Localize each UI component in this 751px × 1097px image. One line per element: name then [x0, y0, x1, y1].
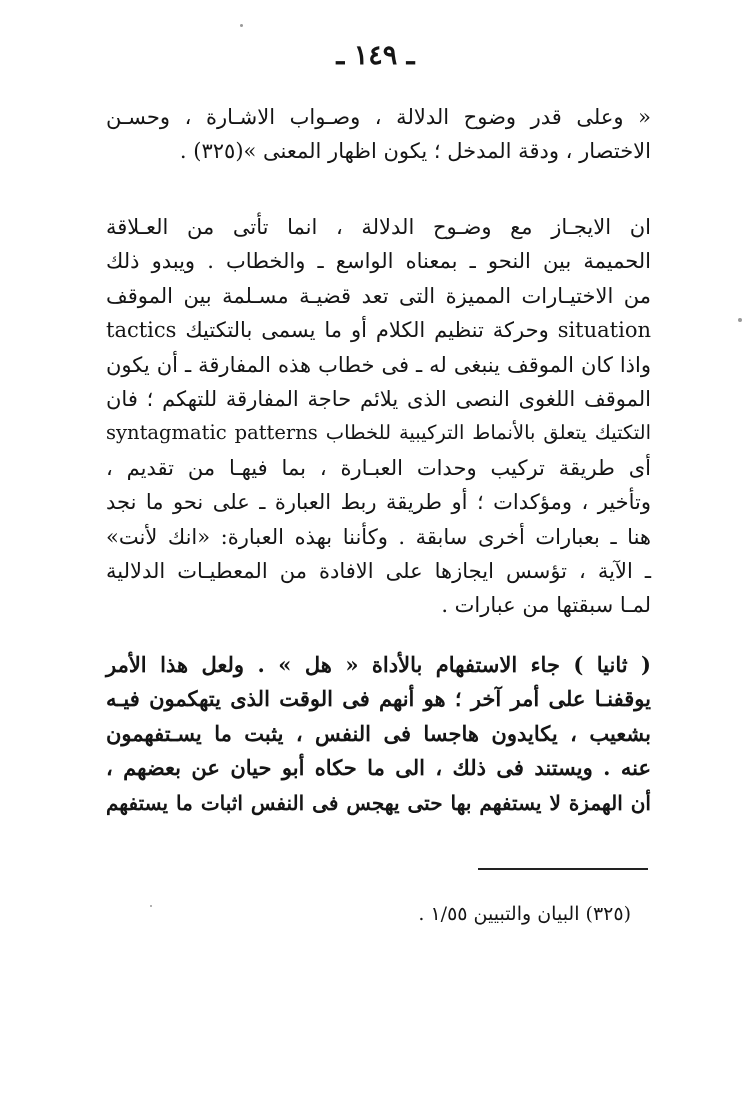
- text-line: « وعلى قدر وضوح الدلالة ، وصـواب الاشـارة ، وحسـن: [106, 105, 651, 129]
- text-line: الحميمة بين النحو ـ بمعناه الواسع ـ والخطاب . ويبدو ذلك: [106, 249, 651, 274]
- text-line: من الاختيـارات المميزة التى تعد قضيـة مسـلمة بين الموقف: [106, 283, 651, 308]
- text-line: لمـا سبقتها من عبارات .: [441, 593, 651, 618]
- scan-speck: [738, 318, 742, 322]
- text-line: ـ الآية ، تؤسس ايجازها على الافادة من المعطيـات الدلالية: [106, 559, 651, 584]
- paragraph-body: [106, 210, 651, 623]
- text-line: situation وحركة تنظيم الكلام أو ما يسمى بالتكتيك tactics: [106, 318, 651, 343]
- text-line: هنا ـ بعبارات أخرى سابقة . وكأننا بهذه العبارة: «انك لأنت»: [106, 524, 651, 549]
- page-number: ـ ١٤٩ ـ: [336, 40, 415, 71]
- text-line: التكتيك يتعلق بالأنماط التركيبية للخطاب syntagmatic patterns: [106, 421, 652, 445]
- footnote: (٣٢٥) البيان والتبيين ١/٥٥ .: [418, 903, 631, 925]
- text-line: ( ثانيا ) جاء الاستفهام بالأداة « هل » . ولعل هذا الأمر: [106, 652, 651, 677]
- text-line: بشعيب ، يكايدون هاجسا فى النفس ، يثبت ما يسـتفهمون: [106, 720, 651, 746]
- text-line: أن الهمزة لا يستفهم بها حتى يهجس فى النفس اثبات ما يستفهم: [106, 790, 651, 815]
- text-line: وتأخير ، ومؤكدات ؛ أو طريقة ربط العبارة ـ على نحو ما نجد: [106, 490, 651, 515]
- text-line: الموقف اللغوى النصى الذى يلائم حاجة المفارقة للتهكم ؛ فان: [106, 387, 651, 412]
- text-line: ان الايجـاز مع وضـوح الدلالة ، انما تأتى من العـلاقة: [106, 215, 651, 239]
- text-line: الاختصار ، ودقة المدخل ؛ يكون اظهار المعنى »(٣٢٥) .: [179, 139, 651, 164]
- footnote-divider: [478, 868, 648, 870]
- text-line: أى طريقة تركيب وحدات العبـارة ، بما فيهـا من تقديم ،: [106, 455, 651, 480]
- text-line: عنه . ويستند فى ذلك ، الى ما حكاه أبو حيان عن بعضهم ،: [106, 755, 651, 781]
- scan-speck: [150, 905, 152, 907]
- paragraph-quote: [106, 100, 651, 169]
- text-line: يوقفنـا على أمر آخر ؛ هو أنهم فى الوقت الذى يتهكمون فيـه: [106, 686, 651, 712]
- text-line: واذا كان الموقف ينبغى له ـ فى خطاب هذه المفارقة ـ أن يكون: [106, 352, 651, 377]
- scan-speck: [240, 24, 243, 27]
- paragraph-second-point: [106, 648, 651, 820]
